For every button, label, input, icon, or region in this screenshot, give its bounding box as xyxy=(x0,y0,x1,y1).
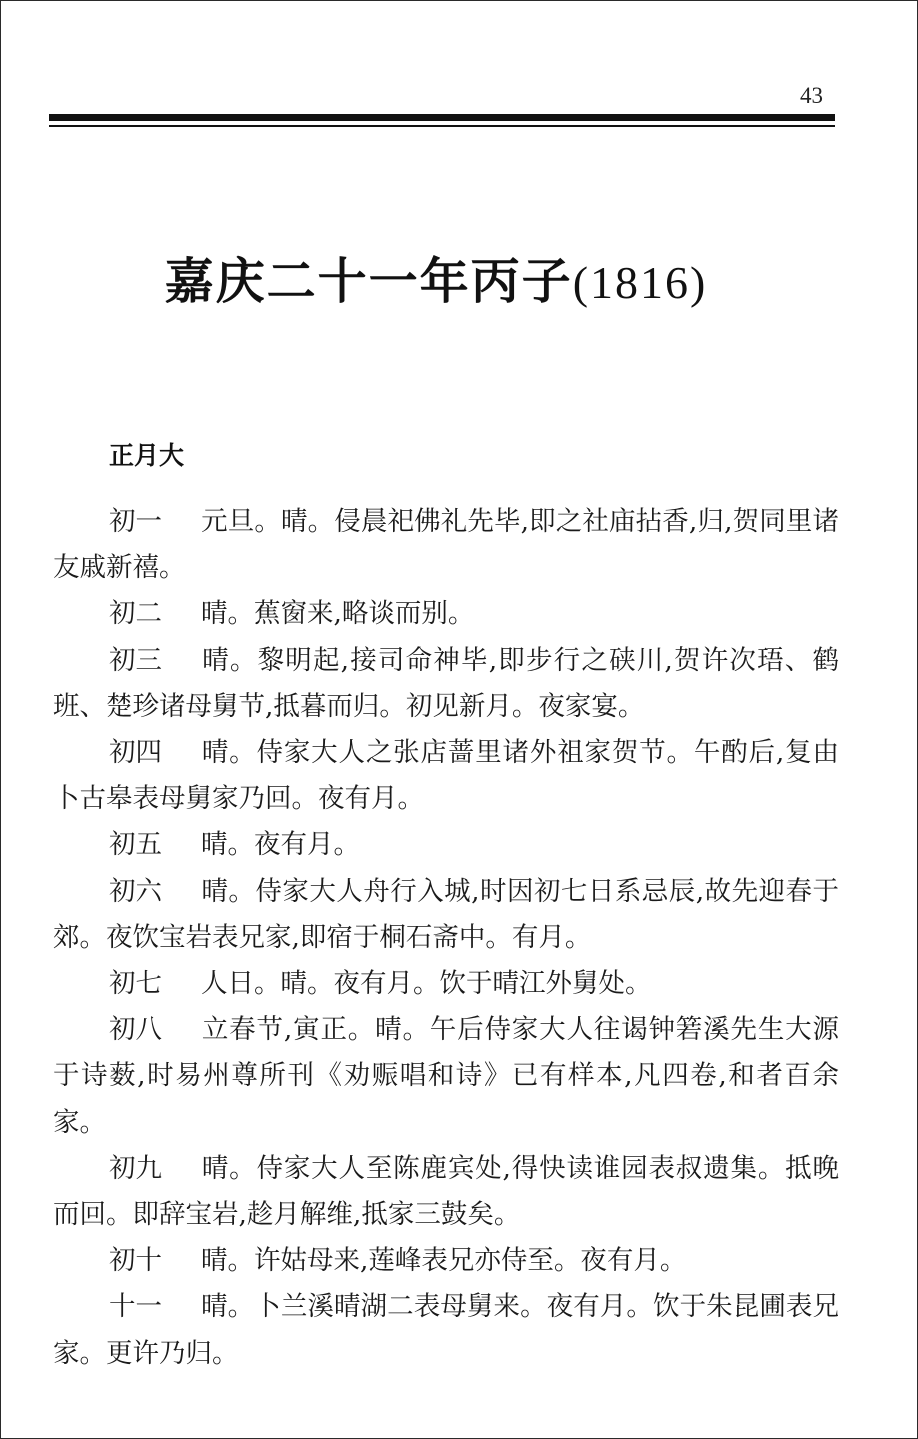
entry-day: 初九 xyxy=(109,1152,162,1184)
entry-day: 初十 xyxy=(109,1245,162,1277)
diary-entry xyxy=(53,869,839,961)
header-rule-thick xyxy=(49,114,835,121)
chapter-title-main: 嘉庆二十一年丙子 xyxy=(164,252,573,310)
entry-day: 初四 xyxy=(109,737,162,769)
entry-day: 初三 xyxy=(109,644,162,676)
entry-text: 立春节,寅正。晴。午后侍家大人往谒钟箬溪先生大源于诗薮,时易州尊所刊《劝赈唱和诗》已有样本,凡四卷,和者百余家。 xyxy=(53,1014,839,1138)
entry-text: 晴。卜兰溪晴湖二表母舅来。夜有月。饮于朱昆圃表兄家。更许乃归。 xyxy=(53,1291,839,1369)
entry-text: 晴。侍家大人至陈鹿宾处,得快读谁园表叔遗集。抵晚而回。即辞宝岩,趁月解维,抵家三鼓矣。 xyxy=(53,1152,839,1231)
diary-entries xyxy=(53,499,839,1377)
entry-text: 人日。晴。夜有月。饮于晴江外舅处。 xyxy=(201,968,652,1000)
entry-day: 初五 xyxy=(109,829,162,861)
entry-day: 初一 xyxy=(109,506,162,537)
month-heading: 正月大 xyxy=(109,441,185,470)
entry-day: 十一 xyxy=(109,1291,162,1323)
diary-entry xyxy=(53,1146,839,1238)
diary-entry xyxy=(53,1238,839,1284)
diary-entry xyxy=(53,638,839,730)
entry-text: 晴。黎明起,接司命神毕,即步行之硖川,贺许次珸、鹤班、楚珍诸母舅节,抵暮而归。初见新月。夜家宴。 xyxy=(53,644,839,722)
entry-day: 初六 xyxy=(109,875,162,907)
entry-text: 元旦。晴。侵晨祀佛礼先毕,即之社庙拈香,归,贺同里诸友戚新禧。 xyxy=(53,506,839,584)
diary-entry xyxy=(53,822,839,868)
diary-entry xyxy=(53,961,839,1007)
page-number: 43 xyxy=(800,83,823,108)
diary-entry xyxy=(53,1007,839,1146)
diary-entry xyxy=(53,499,839,591)
chapter-title xyxy=(1,243,871,313)
entry-day: 初二 xyxy=(109,598,162,630)
entry-text: 晴。侍家大人之张店蔷里诸外祖家贺节。午酌后,复由卜古皋表母舅家乃回。夜有月。 xyxy=(53,737,839,815)
entry-day: 初八 xyxy=(109,1014,162,1046)
chapter-title-year: (1816) xyxy=(572,257,708,308)
entry-text: 晴。蕉窗来,略谈而别。 xyxy=(201,598,475,630)
entry-text: 晴。许姑母来,莲峰表兄亦侍至。夜有月。 xyxy=(201,1245,687,1277)
diary-entry xyxy=(53,591,839,637)
entry-text: 晴。夜有月。 xyxy=(201,829,360,861)
header-rule-thin xyxy=(49,125,835,127)
entry-text: 晴。侍家大人舟行入城,时因初七日系忌辰,故先迎春于郊。夜饮宝岩表兄家,即宿于桐石斋中。有月。 xyxy=(53,875,839,953)
entry-day: 初七 xyxy=(109,968,162,1000)
diary-entry xyxy=(53,730,839,822)
diary-entry xyxy=(53,1284,839,1376)
